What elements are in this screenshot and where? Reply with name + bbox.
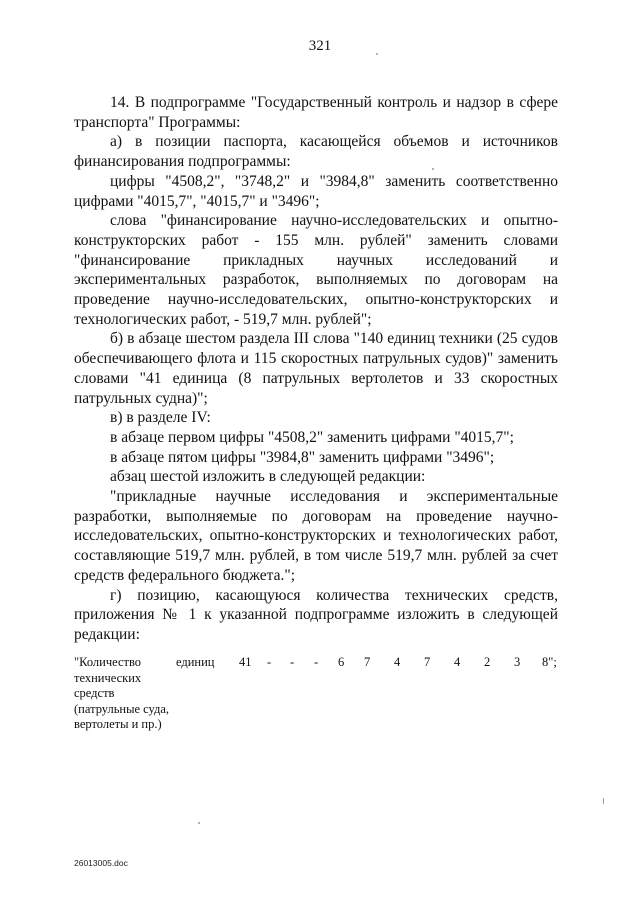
paragraph-v-first: в абзаце первом цифры "4508,2" заменить цифрами "4015,7"; bbox=[110, 428, 514, 446]
row-value-cell: 41 bbox=[239, 655, 252, 669]
paragraph-g: г) позицию, касающуюся количества технических средств, приложения № 1 к указанной подпрограмме изложить в следующей редакции: bbox=[74, 586, 558, 643]
scan-speck bbox=[603, 798, 604, 804]
row-value-cell: 7 bbox=[424, 655, 431, 669]
scan-speck bbox=[432, 168, 434, 170]
row-value-cell: 6 bbox=[338, 655, 345, 669]
paragraph-a-words: слова "финансирование научно-исследовательских и опытно-конструкторских работ - 155 млн. рублей" заменить словами "финансирование прикладных научных исследований и экспериментальных разработок, выполняемых по договорам на проведение научно-исследовательских, опытно-конструкторских и технологических работ, - 519,7 млн. рублей"; bbox=[74, 212, 558, 328]
paragraph-a-figures: цифры "4508,2", "3748,2" и "3984,8" заменить соответственно цифрами "4015,7", "4015,7" и "3496"; bbox=[74, 172, 558, 210]
row-value-cell: - bbox=[314, 655, 319, 669]
row-value-cell: 4 bbox=[454, 655, 461, 669]
document-body bbox=[74, 93, 558, 645]
row-value-cell: 3 bbox=[514, 655, 521, 669]
paragraph-v-sixth: абзац шестой изложить в следующей редакции: bbox=[110, 468, 426, 486]
paragraph-v: в) в разделе IV: bbox=[110, 409, 211, 427]
paragraph-a: а) в позиции паспорта, касающейся объемов и источников финансирования подпрограммы: bbox=[74, 133, 558, 171]
row-unit-cell: единиц bbox=[176, 655, 215, 669]
row-value-cell: - bbox=[290, 655, 295, 669]
scan-speck bbox=[376, 53, 378, 55]
page-number: 321 bbox=[308, 38, 332, 54]
row-name-cell: "Количество технических средств (патрульные суда, вертолеты и пр.) bbox=[74, 655, 170, 732]
paragraph-14-intro: 14. В подпрограмме "Государственный контроль и надзор в сфере транспорта" Программы: bbox=[74, 94, 558, 131]
scan-speck bbox=[198, 822, 200, 824]
row-value-cell: 4 bbox=[394, 655, 401, 669]
paragraph-b: б) в абзаце шестом раздела III слова "140 единиц техники (25 судов обеспечивающего флота и 115 скоростных патрульных судов)" заменить словами "41 единица (8 патрульных вертолетов и 33 скоростных патрульных судна)"; bbox=[74, 330, 558, 407]
row-value-cell: - bbox=[267, 655, 272, 669]
paragraph-v-quote: "прикладные научные исследования и экспериментальные разработки, выполняемые по договорам на проведение научно-исследовательских, опытно-конструкторских и технологических работ, составляющие 519,7 млн. рублей, в том числе 519,7 млн. рублей за счет средств федерального бюджета."; bbox=[74, 488, 558, 584]
row-value-cell: 2 bbox=[484, 655, 491, 669]
footer-file-name: 26013005.doc bbox=[74, 858, 128, 868]
row-value-cell: 7 bbox=[364, 655, 371, 669]
row-value-cell: 8"; bbox=[542, 655, 557, 669]
paragraph-v-fifth: в абзаце пятом цифры "3984,8" заменить цифрами "3496"; bbox=[110, 448, 495, 466]
